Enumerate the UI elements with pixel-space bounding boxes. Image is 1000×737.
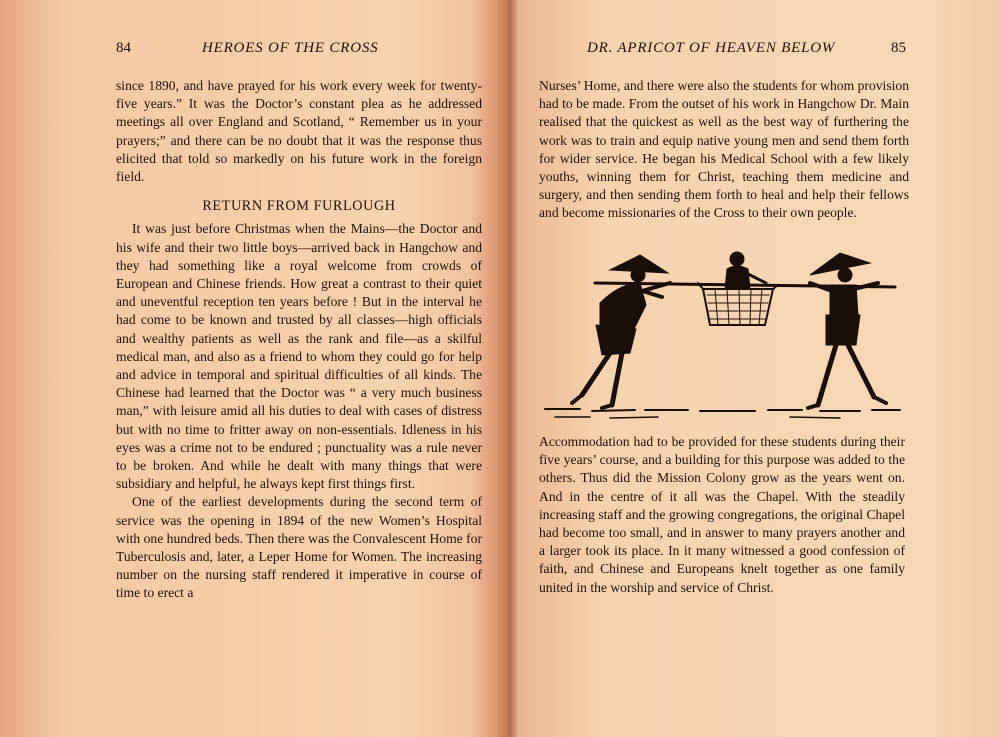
right-page-number: 85 (891, 40, 906, 56)
right-paragraph-2: Accommodation had to be provided for these students during their five years’ course, and a building for this purpose was added to the others. Thus did the Mission Colony grow as the years went on. And in the centre of it all was the Chapel. With the steadily increasing staff and the growing congregations, the original Chapel had become too small, and in answer to many prayers another and a larger took its place. In it many witnessed a good confession of faith, and Chinese and Europeans knelt together as one family united in the worship and service of Christ. (539, 434, 905, 595)
left-paragraph-3: One of the earliest developments during the second term of service was the opening in 1894 of the new Women’s Hospital with one hundred beds. Then there was the Convalescent Home for Tuberculosis and, later, a Leper Home for Women. The increasing number on the nursing staff rendered it imperative in course of time to erect a (116, 494, 482, 601)
left-opening-paragraph: since 1890, and have prayed for his work every week for twenty-five years.” It was the Doctor’s constant plea as he addressed meetings all over England and Scotland, “ Remember us in your prayers;” and there can be no doubt that it was the response thus elicited that told so markedly on his future work in the foreign field. (116, 78, 482, 185)
left-running-head: HEROES OF THE CROSS (202, 40, 379, 56)
left-bearer-figure (572, 255, 670, 408)
right-page-body-top (539, 77, 909, 223)
right-page-body-bottom (539, 433, 905, 597)
right-page (515, 0, 1000, 737)
right-running-head: DR. APRICOT OF HEAVEN BELOW (587, 40, 836, 56)
left-page-body (116, 77, 482, 603)
child-figure (725, 252, 766, 289)
ground-lines (545, 409, 900, 418)
right-bearer-figure (808, 253, 886, 408)
sedan-bearers-illustration (540, 245, 910, 430)
right-paragraph-1: Nurses’ Home, and there were also the students for whom provision had to be made. From the outset of his work in Hangchow Dr. Main realised that the quickest as well as the best way of furthering the work was to train and equip native young men and send them forth for wider service. He began his Medical School with a few likely youths, winning them for Christ, teaching them medicine and surgery, and then sending them forth to heal and help their fellows and become missionaries of the Cross to their own people. (539, 78, 909, 221)
left-page-number: 84 (116, 40, 131, 56)
section-heading: RETURN FROM FURLOUGH (202, 198, 396, 215)
left-paragraph-2: It was just before Christmas when the Mains—the Doctor and his wife and their two little boys—arrived back in Hangchow and they had something like a royal welcome from crowds of European and Chinese friends. How great a contrast to their quiet and uneventful reception ten years before ! But in the interval he had come to be known and trusted by all classes—high officials and wealthy patients as well as the rank and file—as a skilful medical man, and also as a friend to whom they could go for help and advice in temporal and spiritual difficulties of all kinds. The Chinese had learned that the Doctor was “ a very much business man,” with leisure amid all his duties to deal with cases of distress but with no time to fritter away on non-essentials. Idleness in his eyes was a crime not to be endured ; punctuality was a rule never to be broken. And while he dealt with many things that were subsidiary and helpful, he always kept first things first. (116, 221, 482, 492)
